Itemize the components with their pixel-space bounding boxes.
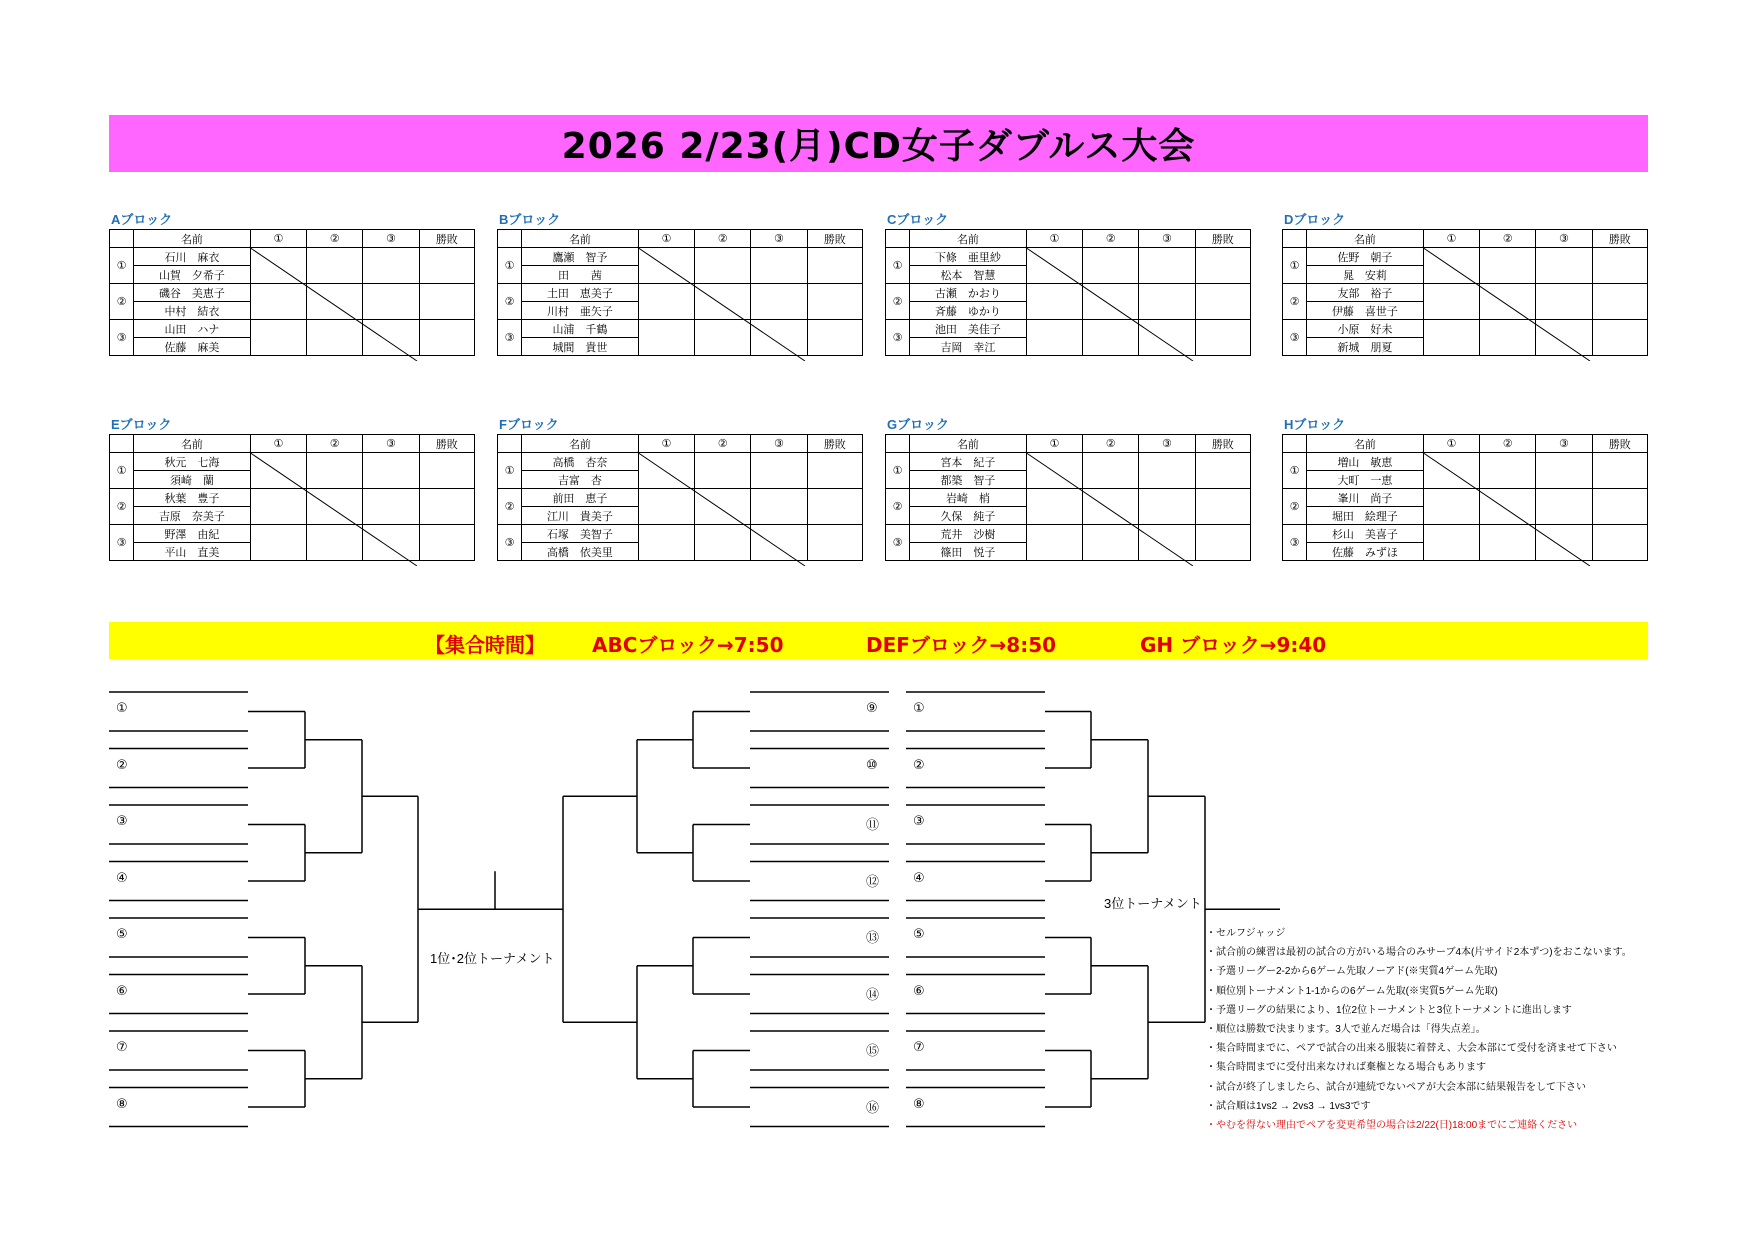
block-label: Gブロック [887,417,949,432]
bracket-slot-number: ⑦ [116,1040,128,1055]
player-name: 吉富 杏 [522,471,639,489]
header-name: 名前 [522,230,639,248]
pair-number: ① [110,248,134,284]
player-name: 斉藤 ゆかり [910,302,1027,320]
header-c1: ① [1026,230,1082,248]
bracket-slot-number: ④ [116,870,128,886]
bracket-slot-number: ⑫ [866,874,880,890]
pair-number: ③ [886,320,910,356]
player-name: 宮本 紀子 [910,453,1027,471]
player-name: 下條 亜里紗 [910,248,1027,266]
player-name: 晁 安莉 [1307,266,1424,284]
note-item: ・順位別トーナメント1-1からの6ゲーム先取(※実質5ゲーム先取) [1206,985,1498,997]
header-c1: ① [638,230,694,248]
note-item: ・順位は勝数で決まります。3人で並んだ場合は「得失点差」。 [1206,1024,1486,1036]
player-name: 石塚 美智子 [522,525,639,543]
player-name: 山田 ハナ [134,320,251,338]
page-title: 2026 2/23(月)CD女子ダブルス大会 [561,126,1196,167]
pair-number: ② [110,284,134,320]
pair-number: ② [498,489,522,525]
bracket-slot-number: ① [116,701,128,716]
pair-number: ① [498,453,522,489]
player-name: 高橋 依美里 [522,543,639,561]
bracket-slot-number: ⑦ [913,1040,925,1055]
block-label: Fブロック [499,417,559,432]
player-name: 荒井 沙樹 [910,525,1027,543]
header-c2: ② [695,435,751,453]
player-name: 秋元 七海 [134,453,251,471]
header-c3: ③ [1139,435,1195,453]
pair-number: ② [1283,284,1307,320]
player-name: 城間 貴世 [522,338,639,356]
header-c1: ① [1026,435,1082,453]
player-name: 磯谷 美恵子 [134,284,251,302]
bracket-slot-number: ④ [913,870,925,886]
header-c3: ③ [1139,230,1195,248]
bracket-slot-number: ⑭ [866,987,880,1003]
assembly-gh: GH ブロック→9:40 [1140,633,1327,657]
header-name: 名前 [522,435,639,453]
bracket-slot-number: ⑤ [116,927,128,942]
bracket-slot-number: ③ [913,814,925,829]
header-name: 名前 [910,435,1027,453]
pair-number: ③ [886,525,910,561]
player-name: 都築 智子 [910,471,1027,489]
player-name: 吉岡 幸江 [910,338,1027,356]
pair-number: ③ [1283,320,1307,356]
header-c1: ① [638,435,694,453]
note-item: ・セルフジャッジ [1206,928,1286,939]
header-name: 名前 [910,230,1027,248]
bracket-slot-number: ② [116,757,128,773]
player-name: 久保 純子 [910,507,1027,525]
bracket-slot-number: ① [913,701,925,716]
header-c3: ③ [363,230,419,248]
bracket-slot-number: ② [913,757,925,773]
bracket-slot-number: ⑮ [866,1044,880,1059]
bracket-slot-number: ⑧ [116,1096,128,1112]
pair-number: ② [110,489,134,525]
header-c2: ② [307,435,363,453]
pair-number: ② [886,489,910,525]
header-name: 名前 [134,230,251,248]
pair-number: ② [1283,489,1307,525]
bracket-slot-number: ⑪ [866,818,880,833]
player-name: 野澤 由紀 [134,525,251,543]
pair-number: ① [886,453,910,489]
pair-number: ① [498,248,522,284]
player-name: 佐野 朝子 [1307,248,1424,266]
player-name: 松本 智慧 [910,266,1027,284]
player-name: 秋葉 豊子 [134,489,251,507]
main-tournament-label: 1位･2位トーナメント [430,951,555,966]
block-label: Cブロック [887,212,949,227]
bracket-slot-number: ⑤ [913,927,925,942]
player-name: 杉山 美喜子 [1307,525,1424,543]
note-item: ・予選リーグの結果により、1位2位トーナメントと3位トーナメントに進出します [1206,1004,1572,1016]
player-name: 中村 結衣 [134,302,251,320]
header-name: 名前 [1307,435,1424,453]
bracket-slot-number: ⑥ [913,983,925,999]
header-result: 勝敗 [1195,230,1250,248]
header-result: 勝敗 [1592,435,1647,453]
pair-number: ① [1283,453,1307,489]
header-c3: ③ [363,435,419,453]
header-result: 勝敗 [807,230,862,248]
pair-number: ① [886,248,910,284]
block-label: Aブロック [111,212,173,227]
third-tournament-label: 3位トーナメント [1104,896,1202,911]
player-name: 友部 裕子 [1307,284,1424,302]
header-c3: ③ [1536,230,1592,248]
bracket-slot-number: ⑯ [866,1100,880,1116]
header-name: 名前 [1307,230,1424,248]
header-c3: ③ [1536,435,1592,453]
header-c1: ① [1423,435,1479,453]
header-c3: ③ [751,435,807,453]
assembly-def: DEFブロック→8:50 [866,633,1057,657]
player-name: 須崎 蘭 [134,471,251,489]
player-name: 前田 恵子 [522,489,639,507]
block-label: Hブロック [1284,417,1346,432]
player-name: 平山 直美 [134,543,251,561]
player-name: 増山 敏恵 [1307,453,1424,471]
header-result: 勝敗 [1592,230,1647,248]
pair-number: ③ [1283,525,1307,561]
block-label: Eブロック [111,417,172,432]
player-name: 吉原 奈美子 [134,507,251,525]
header-c1: ① [250,435,306,453]
player-name: 小原 好未 [1307,320,1424,338]
header-c2: ② [1083,435,1139,453]
bracket-slot-number: ⑩ [866,757,878,773]
header-result: 勝敗 [419,230,474,248]
player-name: 堀田 絵理子 [1307,507,1424,525]
player-name: 伊藤 喜世子 [1307,302,1424,320]
note-item: ・試合前の練習は最初の試合の方がいる場合のみサーブ4本(片サイド2本ずつ)をおこないます。 [1206,947,1632,959]
player-name: 古瀬 かおり [910,284,1027,302]
pair-number: ② [886,284,910,320]
player-name: 池田 美佳子 [910,320,1027,338]
bracket-slot-number: ⑧ [913,1096,925,1112]
player-name: 山浦 千鶴 [522,320,639,338]
block-label: Dブロック [1284,212,1346,227]
header-c2: ② [1480,230,1536,248]
player-name: 高橋 杏奈 [522,453,639,471]
note-item: ・集合時間までに、ペアで試合の出来る服装に着替え、大会本部にて受付を済ませて下さい [1206,1043,1617,1055]
pair-number: ② [498,284,522,320]
player-name: 鷹瀬 智予 [522,248,639,266]
player-name: 田 茜 [522,266,639,284]
header-result: 勝敗 [1195,435,1250,453]
note-item: ・試合が終了しましたら、試合が連続でないペアが大会本部に結果報告をして下さい [1206,1081,1586,1093]
assembly-label: 【集合時間】 [425,633,545,657]
pair-number: ③ [110,320,134,356]
player-name: 佐藤 みずほ [1307,543,1424,561]
note-item: ・試合順は1vs2 → 2vs3 → 1vs3です [1206,1100,1371,1112]
player-name: 篠田 悦子 [910,543,1027,561]
bracket-slot-number: ⑥ [116,983,128,999]
player-name: 川村 亜矢子 [522,302,639,320]
header-c2: ② [1480,435,1536,453]
player-name: 石川 麻衣 [134,248,251,266]
header-result: 勝敗 [419,435,474,453]
player-name: 土田 恵美子 [522,284,639,302]
block-label: Bブロック [499,212,561,227]
header-c2: ② [695,230,751,248]
player-name: 山賀 夕希子 [134,266,251,284]
assembly-abc: ABCブロック→7:50 [592,633,784,657]
bracket-slot-number: ⑨ [866,701,878,716]
header-c2: ② [307,230,363,248]
header-result: 勝敗 [807,435,862,453]
player-name: 江川 貴美子 [522,507,639,525]
notes-list [1206,924,1632,1135]
player-name: 大町 一恵 [1307,471,1424,489]
pair-number: ③ [498,320,522,356]
player-name: 佐藤 麻美 [134,338,251,356]
pair-number: ③ [110,525,134,561]
pair-number: ① [110,453,134,489]
header-c3: ③ [751,230,807,248]
player-name: 峯川 尚子 [1307,489,1424,507]
bracket-slot-number: ⑬ [866,931,880,946]
note-item: ・予選リーグー2-2から6ゲーム先取ノーアド(※実質4ゲーム先取) [1206,966,1498,978]
note-item: ・やむを得ない理由でペアを変更希望の場合は2/22(日)18:00までにご連絡ください [1206,1120,1578,1132]
player-name: 新城 朋夏 [1307,338,1424,356]
header-name: 名前 [134,435,251,453]
pair-number: ③ [498,525,522,561]
note-item: ・集合時間までに受付出来なければ棄権となる場合もあります [1206,1062,1486,1074]
header-c2: ② [1083,230,1139,248]
player-name: 岩崎 梢 [910,489,1027,507]
pair-number: ① [1283,248,1307,284]
bracket-slot-number: ③ [116,814,128,829]
header-c1: ① [250,230,306,248]
header-c1: ① [1423,230,1479,248]
